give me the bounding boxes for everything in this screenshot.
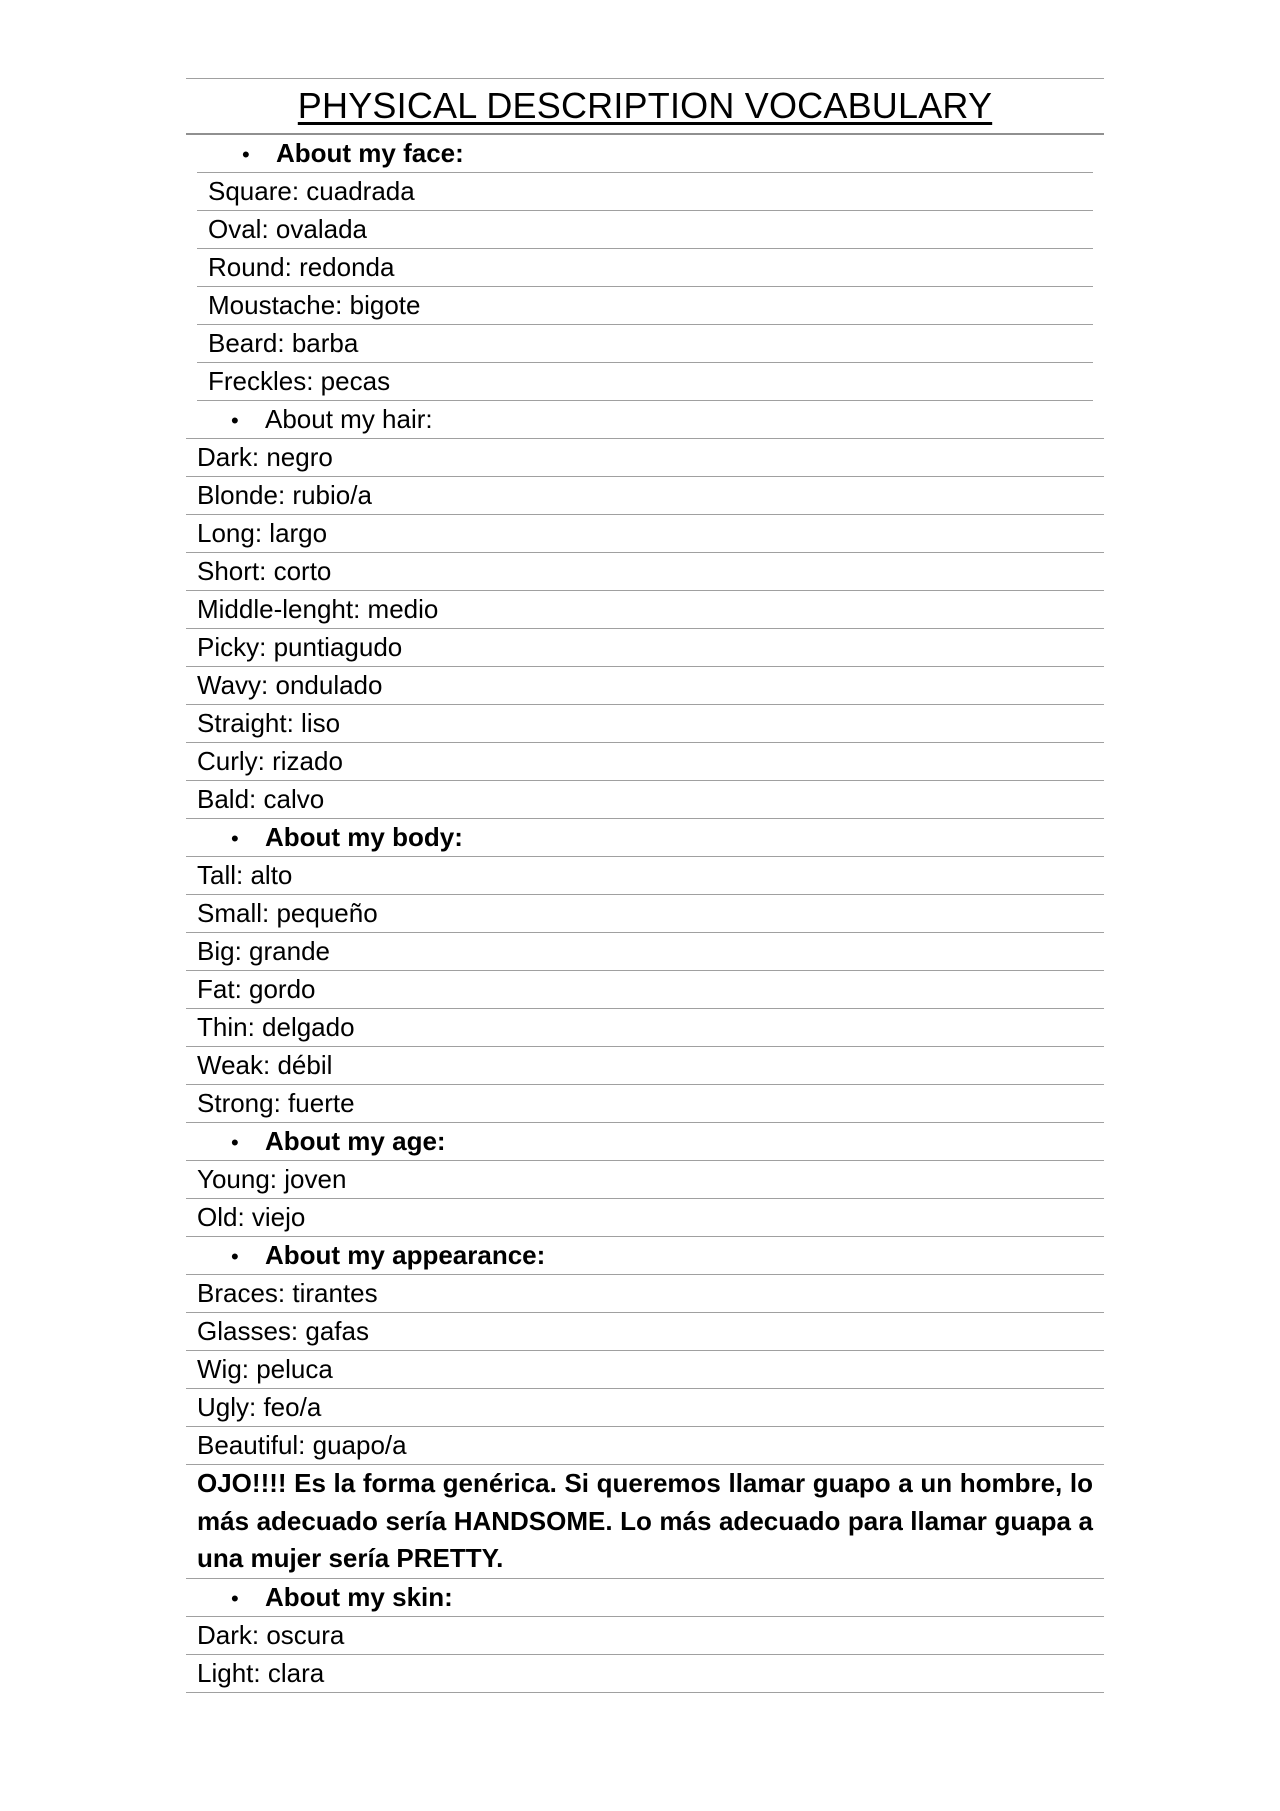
vocab-item: Wig: peluca	[186, 1351, 1104, 1389]
section-heading-age: • About my age:	[186, 1123, 1104, 1161]
bullet-icon: •	[242, 142, 250, 167]
bullet-icon: •	[231, 1244, 239, 1269]
vocab-item: Fat: gordo	[186, 971, 1104, 1009]
vocab-item: Weak: débil	[186, 1047, 1104, 1085]
vocab-item: Bald: calvo	[186, 781, 1104, 819]
vocab-item: Young: joven	[186, 1161, 1104, 1199]
vocab-item: Ugly: feo/a	[186, 1389, 1104, 1427]
vocab-item: Dark: negro	[186, 439, 1104, 477]
vocab-item: Light: clara	[186, 1655, 1104, 1693]
vocab-item: Tall: alto	[186, 857, 1104, 895]
vocab-item: Round: redonda	[197, 249, 1093, 287]
vocab-item: Braces: tirantes	[186, 1275, 1104, 1313]
section-heading-hair: • About my hair:	[186, 401, 1104, 439]
section-heading-appearance: • About my appearance:	[186, 1237, 1104, 1275]
vocab-item: Big: grande	[186, 933, 1104, 971]
vocab-item: Dark: oscura	[186, 1617, 1104, 1655]
vocab-item: Short: corto	[186, 553, 1104, 591]
vocab-item: Freckles: pecas	[197, 363, 1093, 401]
vocab-item: Square: cuadrada	[197, 173, 1093, 211]
bullet-icon: •	[231, 408, 239, 433]
bullet-icon: •	[231, 1130, 239, 1155]
vocab-item: Strong: fuerte	[186, 1085, 1104, 1123]
vocab-item: Straight: liso	[186, 705, 1104, 743]
vocab-item: Small: pequeño	[186, 895, 1104, 933]
section-heading-skin: • About my skin:	[186, 1579, 1104, 1617]
section-heading-body: • About my body:	[186, 819, 1104, 857]
vocab-item: Middle-lenght: medio	[186, 591, 1104, 629]
vocab-item: Glasses: gafas	[186, 1313, 1104, 1351]
vocabulary-document	[186, 78, 1104, 1693]
vocab-item: Moustache: bigote	[197, 287, 1093, 325]
page-title: PHYSICAL DESCRIPTION VOCABULARY	[186, 78, 1104, 135]
bullet-icon: •	[231, 826, 239, 851]
vocab-item: Picky: puntiagudo	[186, 629, 1104, 667]
vocab-item: Oval: ovalada	[197, 211, 1093, 249]
bullet-icon: •	[231, 1585, 239, 1611]
vocab-item: Long: largo	[186, 515, 1104, 553]
vocab-item: Beautiful: guapo/a	[186, 1427, 1104, 1465]
vocab-item: Curly: rizado	[186, 743, 1104, 781]
vocab-item: Thin: delgado	[186, 1009, 1104, 1047]
usage-note: OJO!!!! Es la forma genérica. Si queremos llamar guapo a un hombre, lo más adecuado sería HANDSOME. Lo más adecuado para llamar guapa a una mujer sería PRETTY.	[186, 1465, 1104, 1579]
vocab-item: Blonde: rubio/a	[186, 477, 1104, 515]
vocab-item: Beard: barba	[197, 325, 1093, 363]
section-heading-face: • About my face:	[197, 135, 1093, 173]
vocab-item: Old: viejo	[186, 1199, 1104, 1237]
vocab-item: Wavy: ondulado	[186, 667, 1104, 705]
